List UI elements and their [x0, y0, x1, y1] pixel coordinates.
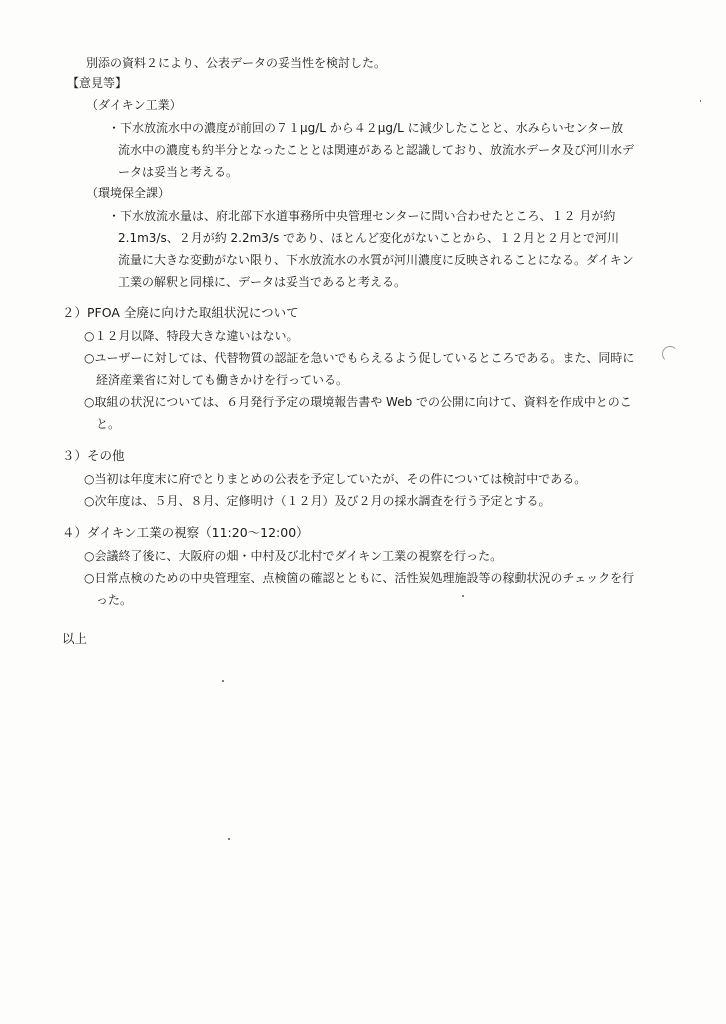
- section-3-line-1: ○当初は年度末に府でとりまとめの公表を予定していたが、その件については検討中である。: [84, 472, 587, 486]
- section-2-line-5: と。: [96, 417, 121, 431]
- intro-text: 別添の資料２により、公表データの妥当性を検討した。: [86, 56, 387, 70]
- section-2-line-1: ○１２月以降、特段大きな違いはない。: [84, 329, 299, 343]
- env-line-2: 2.1m3/s、２月が約 2.2m3/s であり、ほとんど変化がないことから、１２月と２月とで河川: [118, 231, 620, 245]
- section-4-line-2: ○日常点検のための中央管理室、点検箇の確認とともに、活性炭処理施設等の稼動状況のチェックを行: [84, 571, 635, 585]
- section-2-heading: ２）PFOA 全廃に向けた取組状況について: [62, 305, 299, 320]
- section-3-line-2: ○次年度は、５月、８月、定修明け（１２月）及び２月の採水調査を行う予定とする。: [84, 494, 551, 508]
- scan-speck: [462, 595, 464, 597]
- daikin-label: （ダイキン工業）: [86, 98, 182, 112]
- env-line-3: 流量に大きな変動がない限り、下水放流水の水質が河川濃度に反映されることになる。ダイキン: [118, 253, 634, 267]
- scan-speck: [222, 680, 224, 682]
- section-4-line-3: った。: [96, 593, 133, 607]
- closing-text: 以上: [62, 631, 88, 646]
- env-line-4: 工業の解釈と同様に、データは妥当であると考える。: [118, 275, 407, 289]
- opinions-label: 【意見等】: [67, 76, 128, 90]
- section-4-heading: ４）ダイキン工業の視察（11:20～12:00）: [62, 525, 309, 540]
- daikin-line-1: ・下水放流水中の濃度が前回の７１μg/L から４２μg/L に減少したことと、水みらいセンター放: [108, 121, 624, 135]
- scan-artifact: [662, 346, 678, 362]
- env-division-label: （環境保全課）: [86, 186, 171, 200]
- scan-speck: [700, 100, 701, 102]
- daikin-line-2: 流水中の濃度も約半分となったこととは関連があると認識しており、放流水データ及び河川水デ: [118, 143, 635, 157]
- section-2-line-4: ○取組の状況については、６月発行予定の環境報告書や Web での公開に向けて、資料を作成中とのこ: [84, 395, 632, 409]
- section-3-heading: ３）その他: [62, 448, 125, 463]
- env-line-1: ・下水放流水量は、府北部下水道事務所中央管理センターに問い合わせたところ、１２ 月が約: [108, 209, 616, 223]
- section-2-line-3: 経済産業省に対しても働きかけを行っている。: [96, 373, 349, 387]
- section-2-line-2: ○ユーザーに対しては、代替物質の認証を急いでもらえるよう促しているところである。また、同時に: [84, 351, 635, 365]
- section-4-line-1: ○会議終了後に、大阪府の畑・中村及び北村でダイキン工業の視察を行った。: [84, 549, 503, 563]
- scan-speck: [228, 838, 230, 840]
- daikin-line-3: ータは妥当と考える。: [118, 165, 239, 179]
